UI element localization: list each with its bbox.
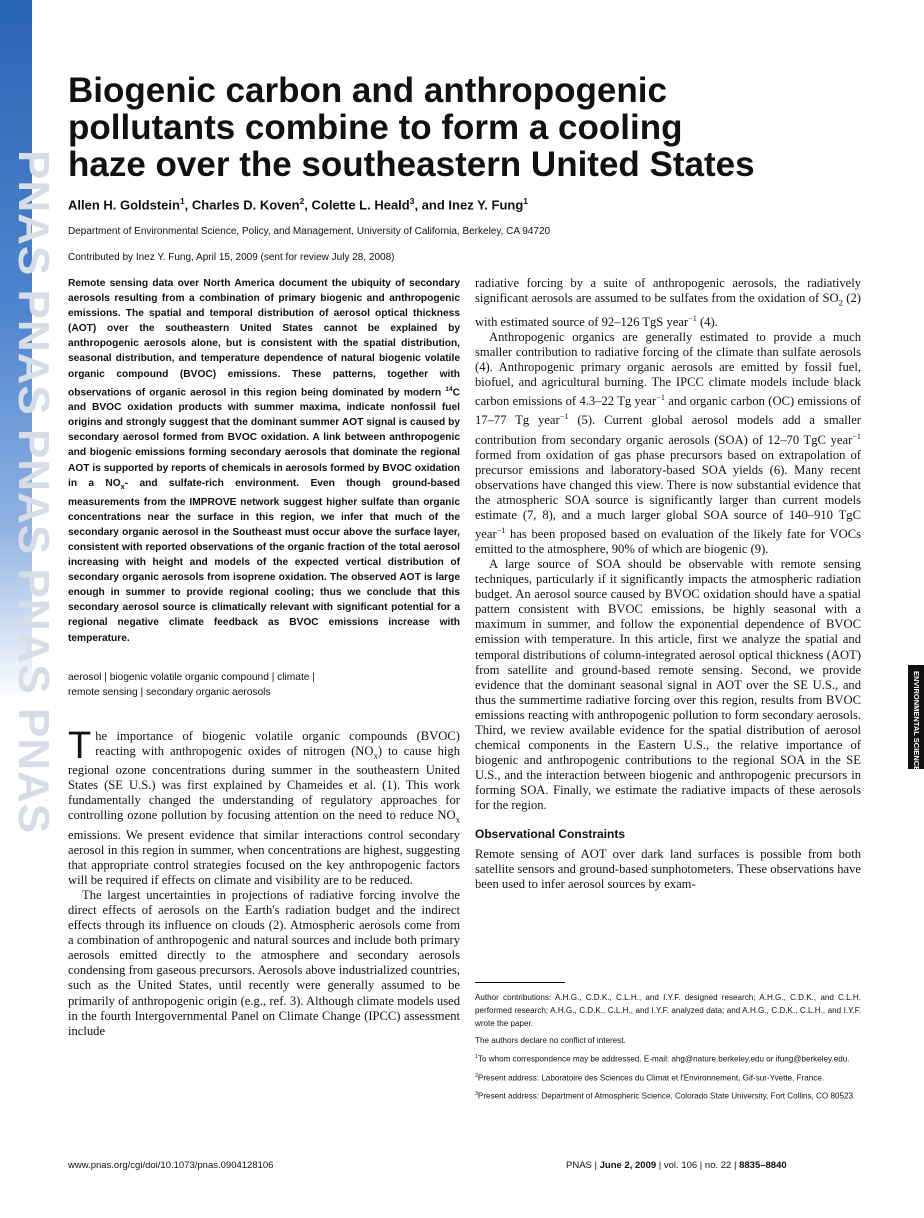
footnotes (475, 982, 861, 1107)
journal-watermark (9, 150, 58, 835)
footer-citation: PNAS | June 2, 2009 | vol. 106 | no. 22 | 8835–8840 (566, 1160, 787, 1171)
conflict-statement: The authors declare no conflict of interest. (475, 1036, 626, 1045)
section-tab (908, 665, 924, 777)
author-name: Charles D. Koven (191, 197, 300, 213)
body-paragraph: A large source of SOA should be observable with remote sensing techniques, particularly if it significantly impacts the atmospheric radiation budget. An aerosol source caused by BVOC oxidation should have a spatial pattern consistent with BVOC emissions, be highly seasonal with a maximum in summer, and follow the exponential dependence of BVOC emission with temperature. In this article, first we analyze the spatial and temporal distributions of column-integrated aerosol optical thickness (AOT) from satellite and ground-based remote sensing. Second, we provide evidence that the dominant seasonal signal in AOT over the SE U.S., and thus the summertime radiative forcing over this region, results from BVOC emissions reacting with anthropogenic pollution to form secondary aerosols. Third, we review available evidence for the spatial distribution of aerosol chemical components in the Eastern U.S., the relative importance of biogenic and anthropogenic contributions to the regional SOA in the SE U.S., and the interaction between biogenic and anthropogenic precursors in forming SOA. Finally, we estimate the radiative impacts of these aerosols for the region. (475, 557, 861, 812)
footer-doi-link[interactable]: www.pnas.org/cgi/doi/10.1073/pnas.0904128106 (68, 1160, 274, 1171)
body-paragraph: radiative forcing by a suite of anthropogenic aerosols, the radiatively significant aerosols are assumed to be sulfates from the oxidation of $SO_2$ (2) with estimated source of 92–126 TgS year$^{-1}$ (4). (475, 276, 861, 329)
body-paragraph: The largest uncertainties in projections of radiative forcing involve the direct effects of aerosols on the Earth's radiation budget and the indirect effects through its influence on clouds (2). Atmospheric aerosols come from a combination of anthropogenic and natural sources and include both primary aerosols emitted directly to the atmosphere and secondary aerosols condensing from gaseous precursors. Aerosols above industrialized countries, such as the United States, until recently were generally assumed to be primarily of anthropogenic origin (e.g., ref. 3). Although climate models used in the fourth Intergovernmental Panel on Climate Change (IPCC) assessment include (68, 888, 460, 1038)
body-paragraph: Anthropogenic organics are generally estimated to provide a much smaller contribution to radiative forcing of the climate than sulfate aerosols (4). Anthropogenic primary organic aerosols are emitted by fossil fuel, biofuel, and agricultural burning. The IPCC climate models include black carbon emissions of 4.3–22 Tg year$^{-1}$ and organic carbon (OC) emissions of 17–77 Tg year$^{-1}$ (5). Current global aerosol models add a smaller contribution from secondary organic aerosols (SOA) of 12–70 TgC year$^{-1}$ formed from oxidation of gas phase precursors based on extrapolation of precursor emissions and laboratory-based SOA yields (6). Many recent observations have changed this view. There is now substantial evidence that the atmospheric SOA source is significantly larger than current models estimate (7, 8), and a much larger global SOA source of 140–910 TgC year$^{-1}$ has been proposed based on evaluation of the likely fate for VOCs emitted to the atmosphere, 90% of which are biogenic (9). (475, 329, 861, 557)
footnote: $^1$To whom correspondence may be addressed. E-mail: ahg@nature.berkeley.edu or ifung@berkeley.edu. (475, 1054, 850, 1064)
author-name: Inez Y. Fung (448, 197, 524, 213)
right-column (475, 276, 861, 892)
section-heading: Observational Constraints (475, 827, 626, 842)
article-title: Biogenic carbon and anthropogenic pollutants combine to form a cooling haze over the southeastern United States (68, 71, 755, 184)
author-name: Colette L. Heald (311, 197, 410, 213)
footnote-divider (475, 982, 565, 983)
footnote: $^2$Present address: Laboratoire des Sciences du Climat et l'Environnement, Gif-sur-Yvette, France. (475, 1072, 825, 1083)
footnote: $^3$Present address: Department of Atmospheric Science, Colorado State University, Fort Collins, CO 80523. (475, 1091, 856, 1102)
abstract: Remote sensing data over North America document the ubiquity of secondary aerosols resulting from a combination of primary biogenic and anthropogenic emissions. The spatial and temporal distribution of aerosol optical thickness (AOT) over the southeastern United States cannot be explained by anthropogenic aerosols alone, but is consistent with the spatial distribution, seasonal distribution, and temperature dependence of natural biogenic volatile organic compound (BVOC) emissions. These patterns, together with observations of organic aerosol in this region being dominated by modern $^{14}$C and BVOC oxidation products with summer maxima, indicate nonfossil fuel origins and strongly suggest that the dominant summer AOT signal is caused by secondary aerosol formed from BVOC oxidation. A link between anthropogenic and biogenic emissions forming secondary aerosols that dominate the regional AOT is supported by reports of chemicals in aerosols formed by BVOC oxidation in a $NO_x-$ and sulfate-rich environment. Even though ground-based measurements from the IMPROVE network suggest higher sulfate than organic concentrations near the surface in this region, we infer that much of the secondary organic aerosol in the Southeast must occur above the surface layer, consistent with reported observations of the organic fraction of the total aerosol increasing with height and models of the expected vertical distribution of secondary organic aerosols from isoprene oxidation. The observed AOT is large enough in summer to provide regional cooling; thus we conclude that this secondary aerosol source is climatically relevant with significant potential for a regional negative climate feedback as BVOC emissions increase with temperature. (68, 278, 460, 644)
left-column (68, 276, 460, 1039)
watermark-text: PNAS PNAS PNAS PNAS PNAS (9, 150, 58, 835)
body-paragraph: The importance of biogenic volatile organic compounds (BVOC) reacting with anthropogenic oxides of nitrogen $(NO_x)$ to cause high regional ozone concentrations during summer in the southeastern United States (SE U.S.) was first explained by Chameides et al. (1). This work fundamentally changed the understanding of regulatory approaches for controlling ozone pollution by focusing attention on the need to reduce $NO_x$ emissions. We present evidence that similar interactions control secondary aerosol in this region in summer, when concentrations are highest, suggesting that appropriate control strategies focused on the key anthropogenic factors will be required if effects on climate and visibility are to be reduced. (68, 724, 460, 888)
introduction (68, 724, 460, 1039)
affiliation: Department of Environmental Science, Policy, and Management, University of California, Berkeley, CA 94720 (68, 226, 551, 237)
author-contributions: Author contributions: A.H.G., C.D.K., C.L.H., and I.Y.F. designed research; A.H.G., C.D.K., and C.L.H. performed research; A.H.G., C.D.K., C.L.H., and I.Y.F. analyzed data; and A.H.G., C.D.K., C.L.H., and I.Y.F. wrote the paper. (475, 993, 861, 1028)
body-paragraph: Remote sensing of AOT over dark land surfaces is possible from both satellite sensors and ground-based sunphotometers. These observations have been used to infer aerosol sources by exam- (475, 847, 861, 892)
keywords: aerosol | biogenic volatile organic compound | climate | remote sensing | secondary organic aerosols (68, 671, 315, 699)
author-name: Allen H. Goldstein (68, 197, 180, 213)
drop-cap: T (68, 724, 92, 767)
section-tab-label: ENVIRONMENTAL SCIENCES (912, 671, 921, 777)
contributed-line: Contributed by Inez Y. Fung, April 15, 2009 (sent for review July 28, 2008) (68, 252, 395, 263)
author-list: Allen H. Goldstein$^1$, Charles D. Koven$^2$, Colette L. Heald$^3$, and Inez Y. Fung$^1$ (68, 196, 528, 213)
